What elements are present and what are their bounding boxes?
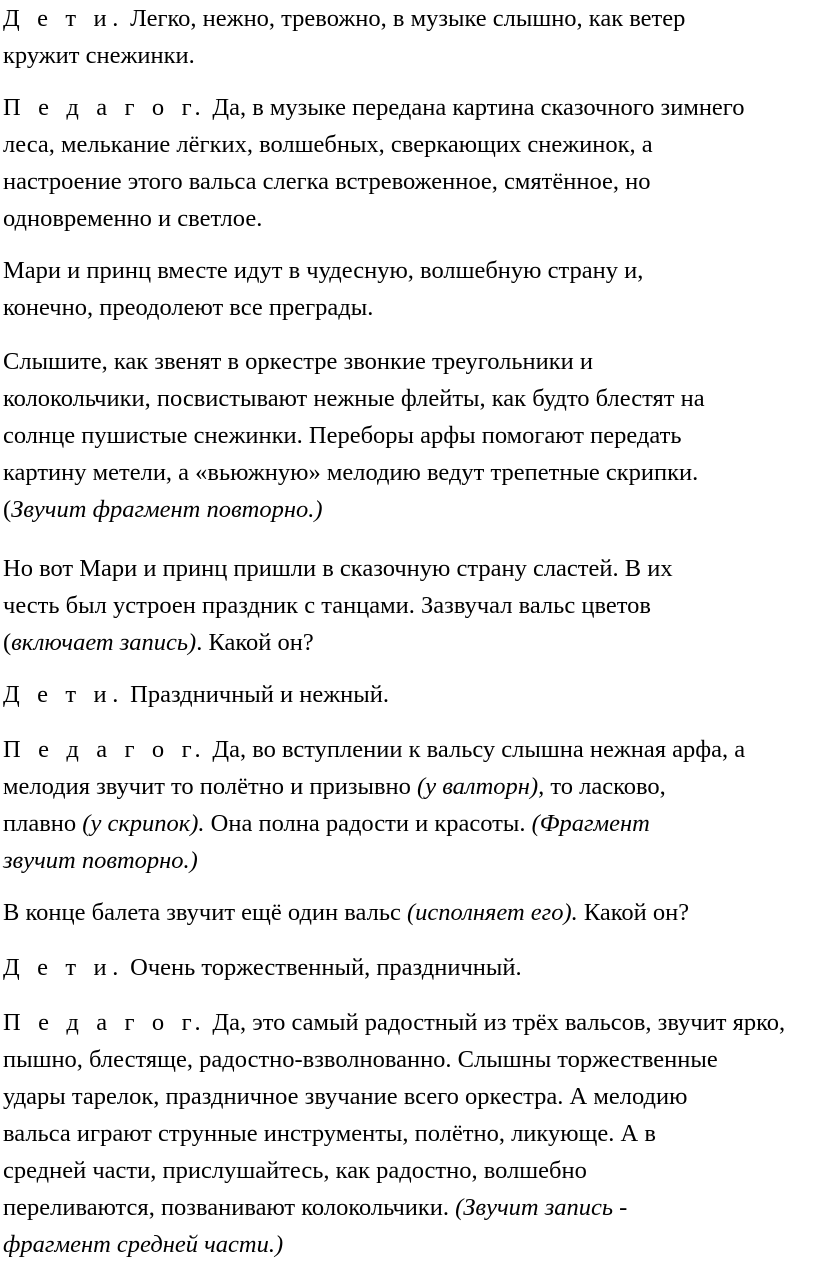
stage-direction: (у валторн),: [417, 773, 545, 800]
text-fragment: Какой он?: [577, 899, 690, 926]
text-line: леса, мелькание лёгких, волшебных, сверкающих снежинок, а: [3, 131, 653, 158]
text-fragment: . Какой он?: [196, 629, 314, 656]
stage-direction: включает запись): [11, 629, 197, 656]
stage-direction: звучит повторно.): [3, 847, 198, 874]
stage-direction: (у скрипок).: [82, 810, 205, 837]
paragraph-6: [3, 676, 389, 713]
paragraph-4: [3, 343, 705, 528]
text-line: удары тарелок, праздничное звучание всего оркестра. А мелодию: [3, 1083, 688, 1110]
stage-direction: Звучит фрагмент повторно.): [11, 496, 323, 523]
paren: (: [3, 629, 12, 656]
text-line: настроение этого вальса слегка встревоженное, смятённое, но: [3, 168, 651, 195]
text-line: колокольчики, посвистывают нежные флейты, как будто блестят на: [3, 385, 705, 412]
text-line: солнце пушистые снежинки. Переборы арфы помогают передать: [3, 422, 682, 449]
text-line: честь был устроен праздник с танцами. Зазвучал вальс цветов: [3, 592, 651, 619]
speaker-label: П е д а г о г.: [3, 94, 207, 121]
text-fragment: Она полна радости и красоты.: [204, 810, 532, 837]
stage-direction: фрагмент средней части.): [3, 1231, 284, 1258]
paragraph-2: [3, 89, 745, 237]
text-line: Да, в музыке передана картина сказочного зимнего: [206, 94, 745, 121]
speaker-label: П е д а г о г.: [3, 1009, 207, 1036]
text-line: Очень торжественный, праздничный.: [124, 954, 522, 981]
paragraph-3: [3, 252, 643, 326]
paragraph-10: [3, 1004, 785, 1263]
text-fragment: мелодия звучит то полётно и призывно: [3, 773, 418, 800]
text-line: конечно, преодолеют все преграды.: [3, 294, 374, 321]
text-line: Праздничный и нежный.: [124, 681, 389, 708]
text-line: одновременно и светлое.: [3, 205, 263, 232]
text-line: кружит снежинки.: [3, 42, 195, 69]
text-line: средней части, прислушайтесь, как радостно, волшебно: [3, 1157, 587, 1184]
text-line: пышно, блестяще, радостно-взволнованно. Слышны торжественные: [3, 1046, 718, 1073]
paragraph-7: [3, 731, 745, 879]
paragraph-9: [3, 949, 522, 986]
paragraph-5: [3, 550, 673, 661]
text-line: вальса играют струнные инструменты, полётно, ликующе. А в: [3, 1120, 656, 1147]
speaker-label: П е д а г о г.: [3, 736, 207, 763]
text-fragment: то ласково,: [544, 773, 666, 800]
text-line: Легко, нежно, тревожно, в музыке слышно, как ветер: [124, 5, 686, 32]
text-line: Да, это самый радостный из трёх вальсов, звучит ярко,: [206, 1009, 786, 1036]
text-line: Мари и принц вместе идут в чудесную, волшебную страну и,: [3, 257, 644, 284]
text-line: Но вот Мари и принц пришли в сказочную страну сластей. В их: [3, 555, 673, 582]
speaker-label: Д е т и.: [3, 5, 124, 32]
text-line: Слышите, как звенят в оркестре звонкие треугольники и: [3, 348, 594, 375]
paren: (: [3, 496, 12, 523]
paragraph-1: [3, 0, 685, 74]
speaker-label: Д е т и.: [3, 681, 124, 708]
stage-direction: (исполняет его).: [407, 899, 578, 926]
text-fragment: В конце балета звучит ещё один вальс: [3, 899, 408, 926]
text-fragment: плавно: [3, 810, 83, 837]
speaker-label: Д е т и.: [3, 954, 124, 981]
paragraph-8: [3, 894, 689, 931]
stage-direction: (Звучит запись -: [455, 1194, 628, 1221]
text-fragment: переливаются, позванивают колокольчики.: [3, 1194, 456, 1221]
stage-direction: (Фрагмент: [531, 810, 650, 837]
text-line: Да, во вступлении к вальсу слышна нежная арфа, а: [206, 736, 746, 763]
text-line: картину метели, а «вьюжную» мелодию ведут трепетные скрипки.: [3, 459, 699, 486]
